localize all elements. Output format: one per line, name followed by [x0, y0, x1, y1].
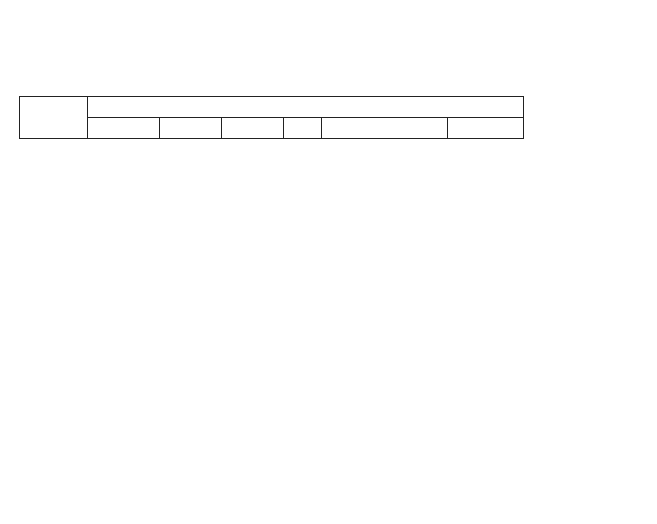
header-p: [322, 118, 448, 139]
header-fe: [222, 118, 284, 139]
chemical-composition-table: [19, 96, 524, 139]
header-fe-sn: [448, 118, 524, 139]
header-chemical-composition: [88, 97, 524, 118]
header-pb: [160, 118, 222, 139]
header-cu: [88, 118, 160, 139]
header-alloy-number: [20, 97, 88, 139]
header-zn: [284, 118, 322, 139]
